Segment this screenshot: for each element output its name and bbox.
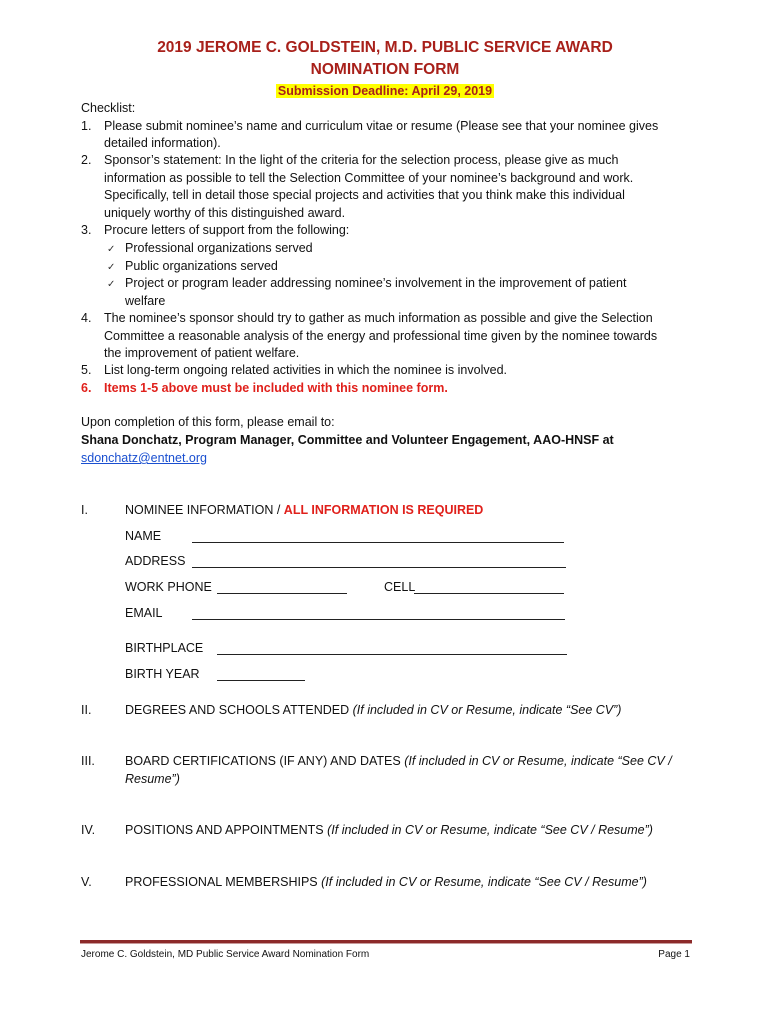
birth-year-input-line[interactable] (217, 680, 305, 681)
checklist-line: detailed information). (104, 136, 221, 150)
contact-intro: Upon completion of this form, please email to: (81, 415, 335, 429)
checklist-line: The nominee’s sponsor should try to gather as much information as possible and give the Selection (104, 311, 653, 325)
form-title-line1: 2019 JEROME C. GOLDSTEIN, M.D. PUBLIC SERVICE AWARD (157, 39, 613, 56)
checklist-line: Specifically, tell in detail those special projects and activities that you think make this individual (104, 188, 625, 202)
checklist-required-note: Items 1-5 above must be included with this nominee form. (104, 381, 448, 395)
field-label-email: EMAIL (125, 606, 163, 620)
email-input-line[interactable] (192, 619, 565, 620)
field-label-cell: CELL (384, 580, 416, 594)
section-number: III. (81, 754, 95, 768)
section-board-certifications (125, 753, 672, 771)
required-notice: ALL INFORMATION IS REQUIRED (283, 503, 484, 517)
field-label-name: NAME (125, 529, 162, 543)
field-label-address: ADDRESS (125, 554, 186, 568)
section-note: (If included in CV or Resume, indicate “See CV / Resume”) (321, 875, 647, 889)
sub-bullet-line: welfare (125, 294, 166, 308)
sub-bullet-line: Professional organizations served (125, 241, 313, 255)
field-label-birthplace: BIRTHPLACE (125, 641, 204, 655)
section-label: NOMINEE INFORMATION / (125, 503, 284, 517)
contact-email-link[interactable]: sdonchatz@entnet.org (81, 451, 207, 465)
checkmark-icon: ✓ (107, 262, 116, 273)
work-phone-input-line[interactable] (217, 593, 347, 594)
section-nominee-info (125, 502, 483, 520)
checkmark-icon: ✓ (107, 244, 116, 255)
checklist-heading: Checklist: (81, 101, 136, 115)
footer-form-name: Jerome C. Goldstein, MD Public Service Award Nomination Form (81, 949, 370, 960)
checklist-num: 5. (81, 363, 92, 377)
section-positions (125, 822, 653, 840)
checklist-line: Procure letters of support from the following: (104, 223, 350, 237)
checkmark-icon: ✓ (107, 279, 116, 290)
sub-bullet-line: Project or program leader addressing nominee’s involvement in the improvement of patient (125, 276, 627, 290)
section-note: (If included in CV or Resume, indicate “See CV / (404, 754, 672, 768)
section-label: DEGREES AND SCHOOLS ATTENDED (125, 703, 353, 717)
section-memberships (125, 874, 647, 892)
section-number: IV. (81, 823, 96, 837)
checklist-line: Committee a reasonable analysis of the energy and professional time given by the nominee towards (104, 329, 658, 343)
name-input-line[interactable] (192, 542, 564, 543)
section-label: PROFESSIONAL MEMBERSHIPS (125, 875, 322, 889)
address-input-line[interactable] (192, 567, 566, 568)
form-title-line2: NOMINATION FORM (310, 61, 460, 78)
checklist-num: 3. (81, 223, 92, 237)
field-label-birth-year: BIRTH YEAR (125, 667, 200, 681)
sub-bullet-line: Public organizations served (125, 259, 278, 273)
footer-page-number: Page 1 (658, 949, 690, 960)
section-number: I. (81, 503, 88, 517)
checklist-num: 4. (81, 311, 92, 325)
checklist-line: uniquely worthy of this distinguished award. (104, 206, 346, 220)
cell-input-line[interactable] (414, 593, 564, 594)
section-note-continued: Resume”) (125, 772, 180, 786)
submission-deadline (0, 84, 770, 98)
section-note: (If included in CV or Resume, indicate “See CV / Resume”) (327, 823, 653, 837)
checklist-line: Please submit nominee’s name and curriculum vitae or resume (Please see that your nominee gives (104, 119, 659, 133)
footer-divider (80, 940, 692, 944)
checklist-num: 2. (81, 153, 92, 167)
contact-name: Shana Donchatz, Program Manager, Committee and Volunteer Engagement, AAO-HNSF at (81, 433, 614, 447)
checklist-num: 1. (81, 119, 92, 133)
field-label-work-phone: WORK PHONE (125, 580, 212, 594)
birthplace-input-line[interactable] (217, 654, 567, 655)
section-number: II. (81, 703, 92, 717)
section-note: (If included in CV or Resume, indicate “See CV”) (352, 703, 622, 717)
section-number: V. (81, 875, 92, 889)
checklist-line: the improvement of patient welfare. (104, 346, 300, 360)
section-label: POSITIONS AND APPOINTMENTS (125, 823, 328, 837)
checklist-line: Sponsor’s statement: In the light of the criteria for the selection process, please give as much (104, 153, 619, 167)
checklist-line: information as possible to tell the Selection Committee of your nominee’s background and work. (104, 171, 634, 185)
section-label: BOARD CERTIFICATIONS (IF ANY) AND DATES (125, 754, 405, 768)
checklist-line: List long-term ongoing related activities in which the nominee is involved. (104, 363, 507, 377)
deadline-highlight: Submission Deadline: April 29, 2019 (277, 84, 493, 98)
checklist-num: 6. (81, 381, 92, 395)
section-degrees (125, 702, 621, 720)
